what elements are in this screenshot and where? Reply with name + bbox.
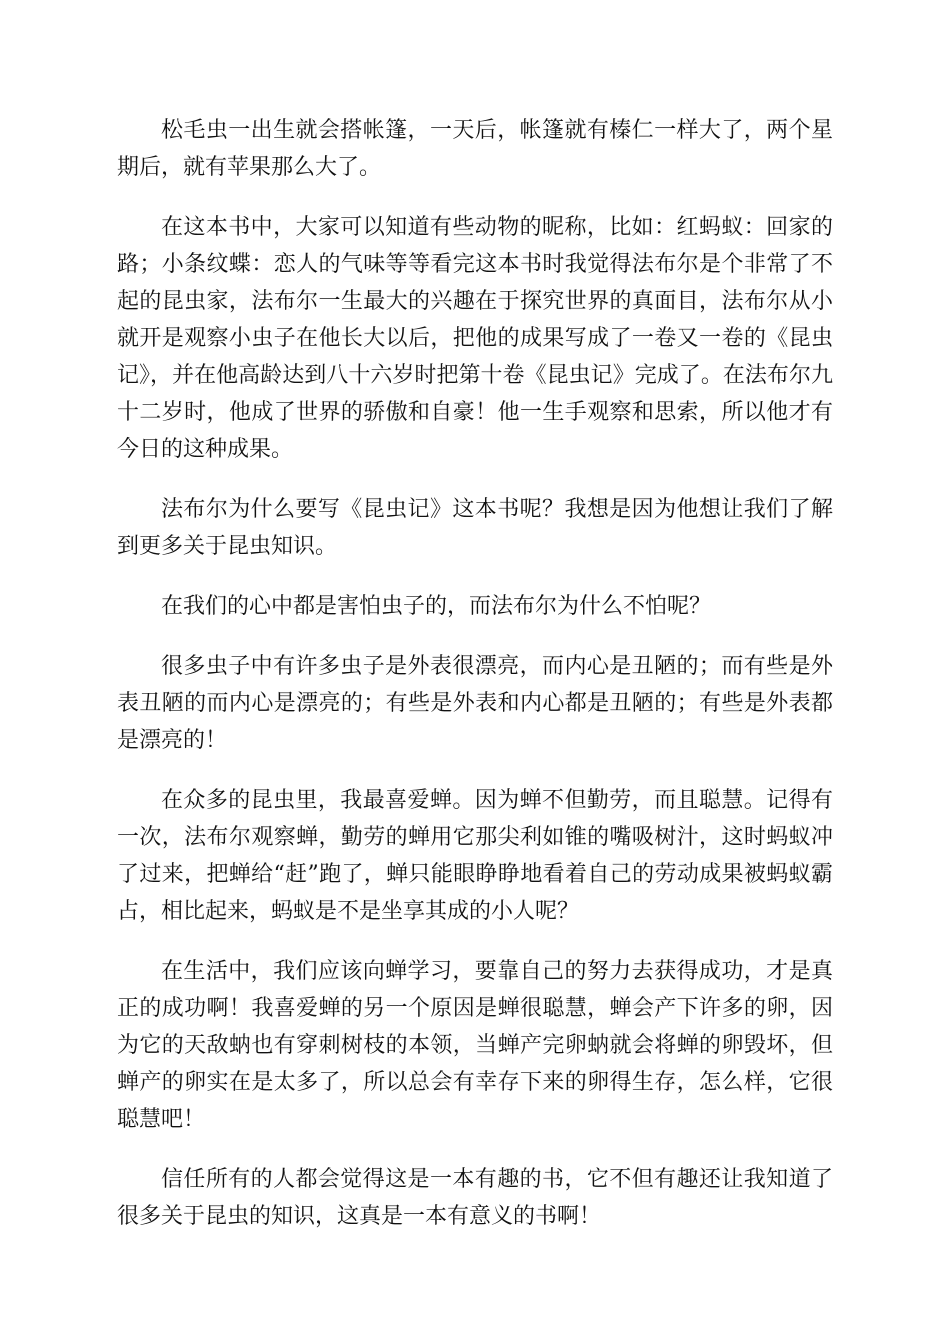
paragraph-6: 在众多的昆虫里，我最喜爱蝉。因为蝉不但勤劳，而且聪慧。记得有一次，法布尔观察蝉，勤劳的蝉用它那尖利如锥的嘴吸树汁，这时蚂蚁冲了过来，把蝉给“赶”跑了，蝉只能眼睁睁地看着自己的劳动成果被蚂蚁霸占，相比起来，蚂蚁是不是坐享其成的小人呢？ (117, 788, 833, 924)
paragraph-3: 法布尔为什么要写《昆虫记》这本书呢？我想是因为他想让我们了解到更多关于昆虫知识。 (117, 497, 833, 559)
paragraph-7: 在生活中，我们应该向蝉学习，要靠自己的努力去获得成功，才是真正的成功啊！我喜爱蝉的另一个原因是蝉很聪慧，蝉会产下许多的卵，因为它的天敌蚋也有穿刺树枝的本领，当蝉产完卵蚋就会将蝉的卵毁坏，但蝉产的卵实在是太多了，所以总会有幸存下来的卵得生存，怎么样，它很聪慧吧！ (117, 959, 833, 1132)
paragraph-4: 在我们的心中都是害怕虫子的，而法布尔为什么不怕呢？ (161, 594, 712, 619)
paragraph-5: 很多虫子中有许多虫子是外表很漂亮，而内心是丑陋的；而有些是外表丑陋的而内心是漂亮的；有些是外表和内心都是丑陋的；有些是外表都是漂亮的！ (117, 654, 833, 753)
document-page (117, 112, 833, 1258)
paragraph-8: 信任所有的人都会觉得这是一本有趣的书，它不但有趣还让我知道了很多关于昆虫的知识，这真是一本有意义的书啊！ (117, 1167, 833, 1229)
paragraph-2: 在这本书中，大家可以知道有些动物的昵称，比如：红蚂蚁：回家的路；小条纹蝶：恋人的气味等等看完这本书时我觉得法布尔是个非常了不起的昆虫家，法布尔一生最大的兴趣在于探究世界的真面目，法布尔从小就开是观察小虫子在他长大以后，把他的成果写成了一卷又一卷的《昆虫记》，并在他高龄达到八十六岁时把第十卷《昆虫记》完成了。在法布尔九十二岁时，他成了世界的骄傲和自豪！他一生手观察和思索，所以他才有今日的这种成果。 (117, 215, 833, 462)
paragraph-1: 松毛虫一出生就会搭帐篷，一天后，帐篷就有榛仁一样大了，两个星期后，就有苹果那么大了。 (117, 118, 833, 180)
